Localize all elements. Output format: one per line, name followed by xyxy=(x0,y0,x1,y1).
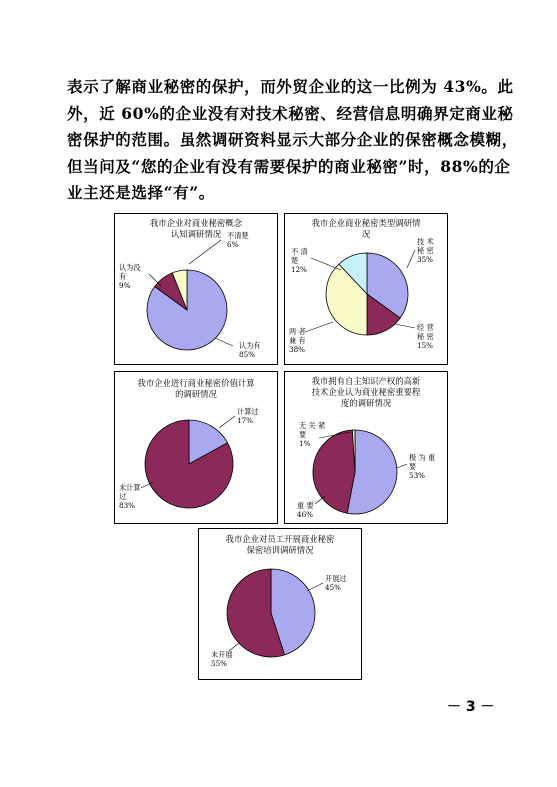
pie-chart-concept-awareness xyxy=(114,213,278,365)
chart-title: 我市拥有自主知识产权的高新技术企业认为商业秘密重要程度的调研情况 xyxy=(311,376,421,408)
slice-label: 技 术秘 密 35% xyxy=(417,237,434,264)
slice-label: 极 为 重要 53% xyxy=(409,453,436,480)
leader-line xyxy=(149,274,161,286)
leader-line xyxy=(407,250,415,268)
leader-line xyxy=(189,240,221,264)
slice-label: 开展过 45% xyxy=(325,574,347,592)
slice-label: 两 者兼 有 38% xyxy=(289,327,306,354)
pie-svg xyxy=(115,214,277,364)
slice-label: 认为没有 9% xyxy=(119,263,141,290)
slice-label: 认为有 85% xyxy=(239,341,261,359)
pie-chart-training xyxy=(198,528,362,680)
slice-label: 计算过 17% xyxy=(237,407,259,425)
pie-svg xyxy=(115,372,277,523)
paragraph-line: 业主还是选择“有”。 xyxy=(67,183,215,202)
pie-chart-importance xyxy=(284,371,448,524)
page-number: － 3 － xyxy=(447,699,495,715)
paragraph-line: 但当问及“您的企业有没有需要保护的商业秘密”时，88%的企 xyxy=(67,156,511,176)
chart-title: 我市企业商业秘密类型调研情况 xyxy=(311,218,421,239)
slice-label: 未开展 55% xyxy=(211,650,233,668)
pie-svg xyxy=(285,372,447,523)
chart-title: 我市企业进行商业秘密价值计算的调研情况 xyxy=(137,378,255,399)
paragraph-line: 密保护的范围。虽然调研资料显示大部分企业的保密概念模糊， xyxy=(67,130,518,149)
leader-line xyxy=(305,322,333,332)
chart-title: 我市企业对员工开展商业秘密保密培训调研情况 xyxy=(225,534,335,555)
leader-line xyxy=(219,416,235,428)
slice-label: 重 要 46% xyxy=(297,501,314,519)
pie-svg xyxy=(285,214,447,364)
leader-line xyxy=(397,464,407,468)
slice-label: 未计算过 83% xyxy=(119,483,141,510)
pie-chart-secret-types xyxy=(284,213,448,365)
leader-line xyxy=(395,324,415,328)
pie-chart-value-calculation xyxy=(114,371,278,524)
paragraph-line: 外，近 60%的企业没有对技术秘密、经营信息明确界定商业秘 xyxy=(67,103,514,123)
body-paragraph xyxy=(67,74,518,207)
slice-label: 不清楚 6% xyxy=(227,231,249,249)
paragraph-line: 表示了解商业秘密的保护，而外贸企业的这一比例为 43%。此 xyxy=(67,77,514,96)
slice-label: 无 关 紧要 1% xyxy=(299,421,326,448)
slice-label: 经 营秘 密 15% xyxy=(417,323,434,350)
slice-label: 不 清楚 12% xyxy=(291,247,308,274)
leader-line xyxy=(215,338,233,346)
leader-line xyxy=(307,583,323,591)
pie-svg xyxy=(199,529,361,679)
chart-title: 我市企业对商业秘密概念认知调研情况 xyxy=(149,218,243,239)
leader-line xyxy=(311,258,341,270)
